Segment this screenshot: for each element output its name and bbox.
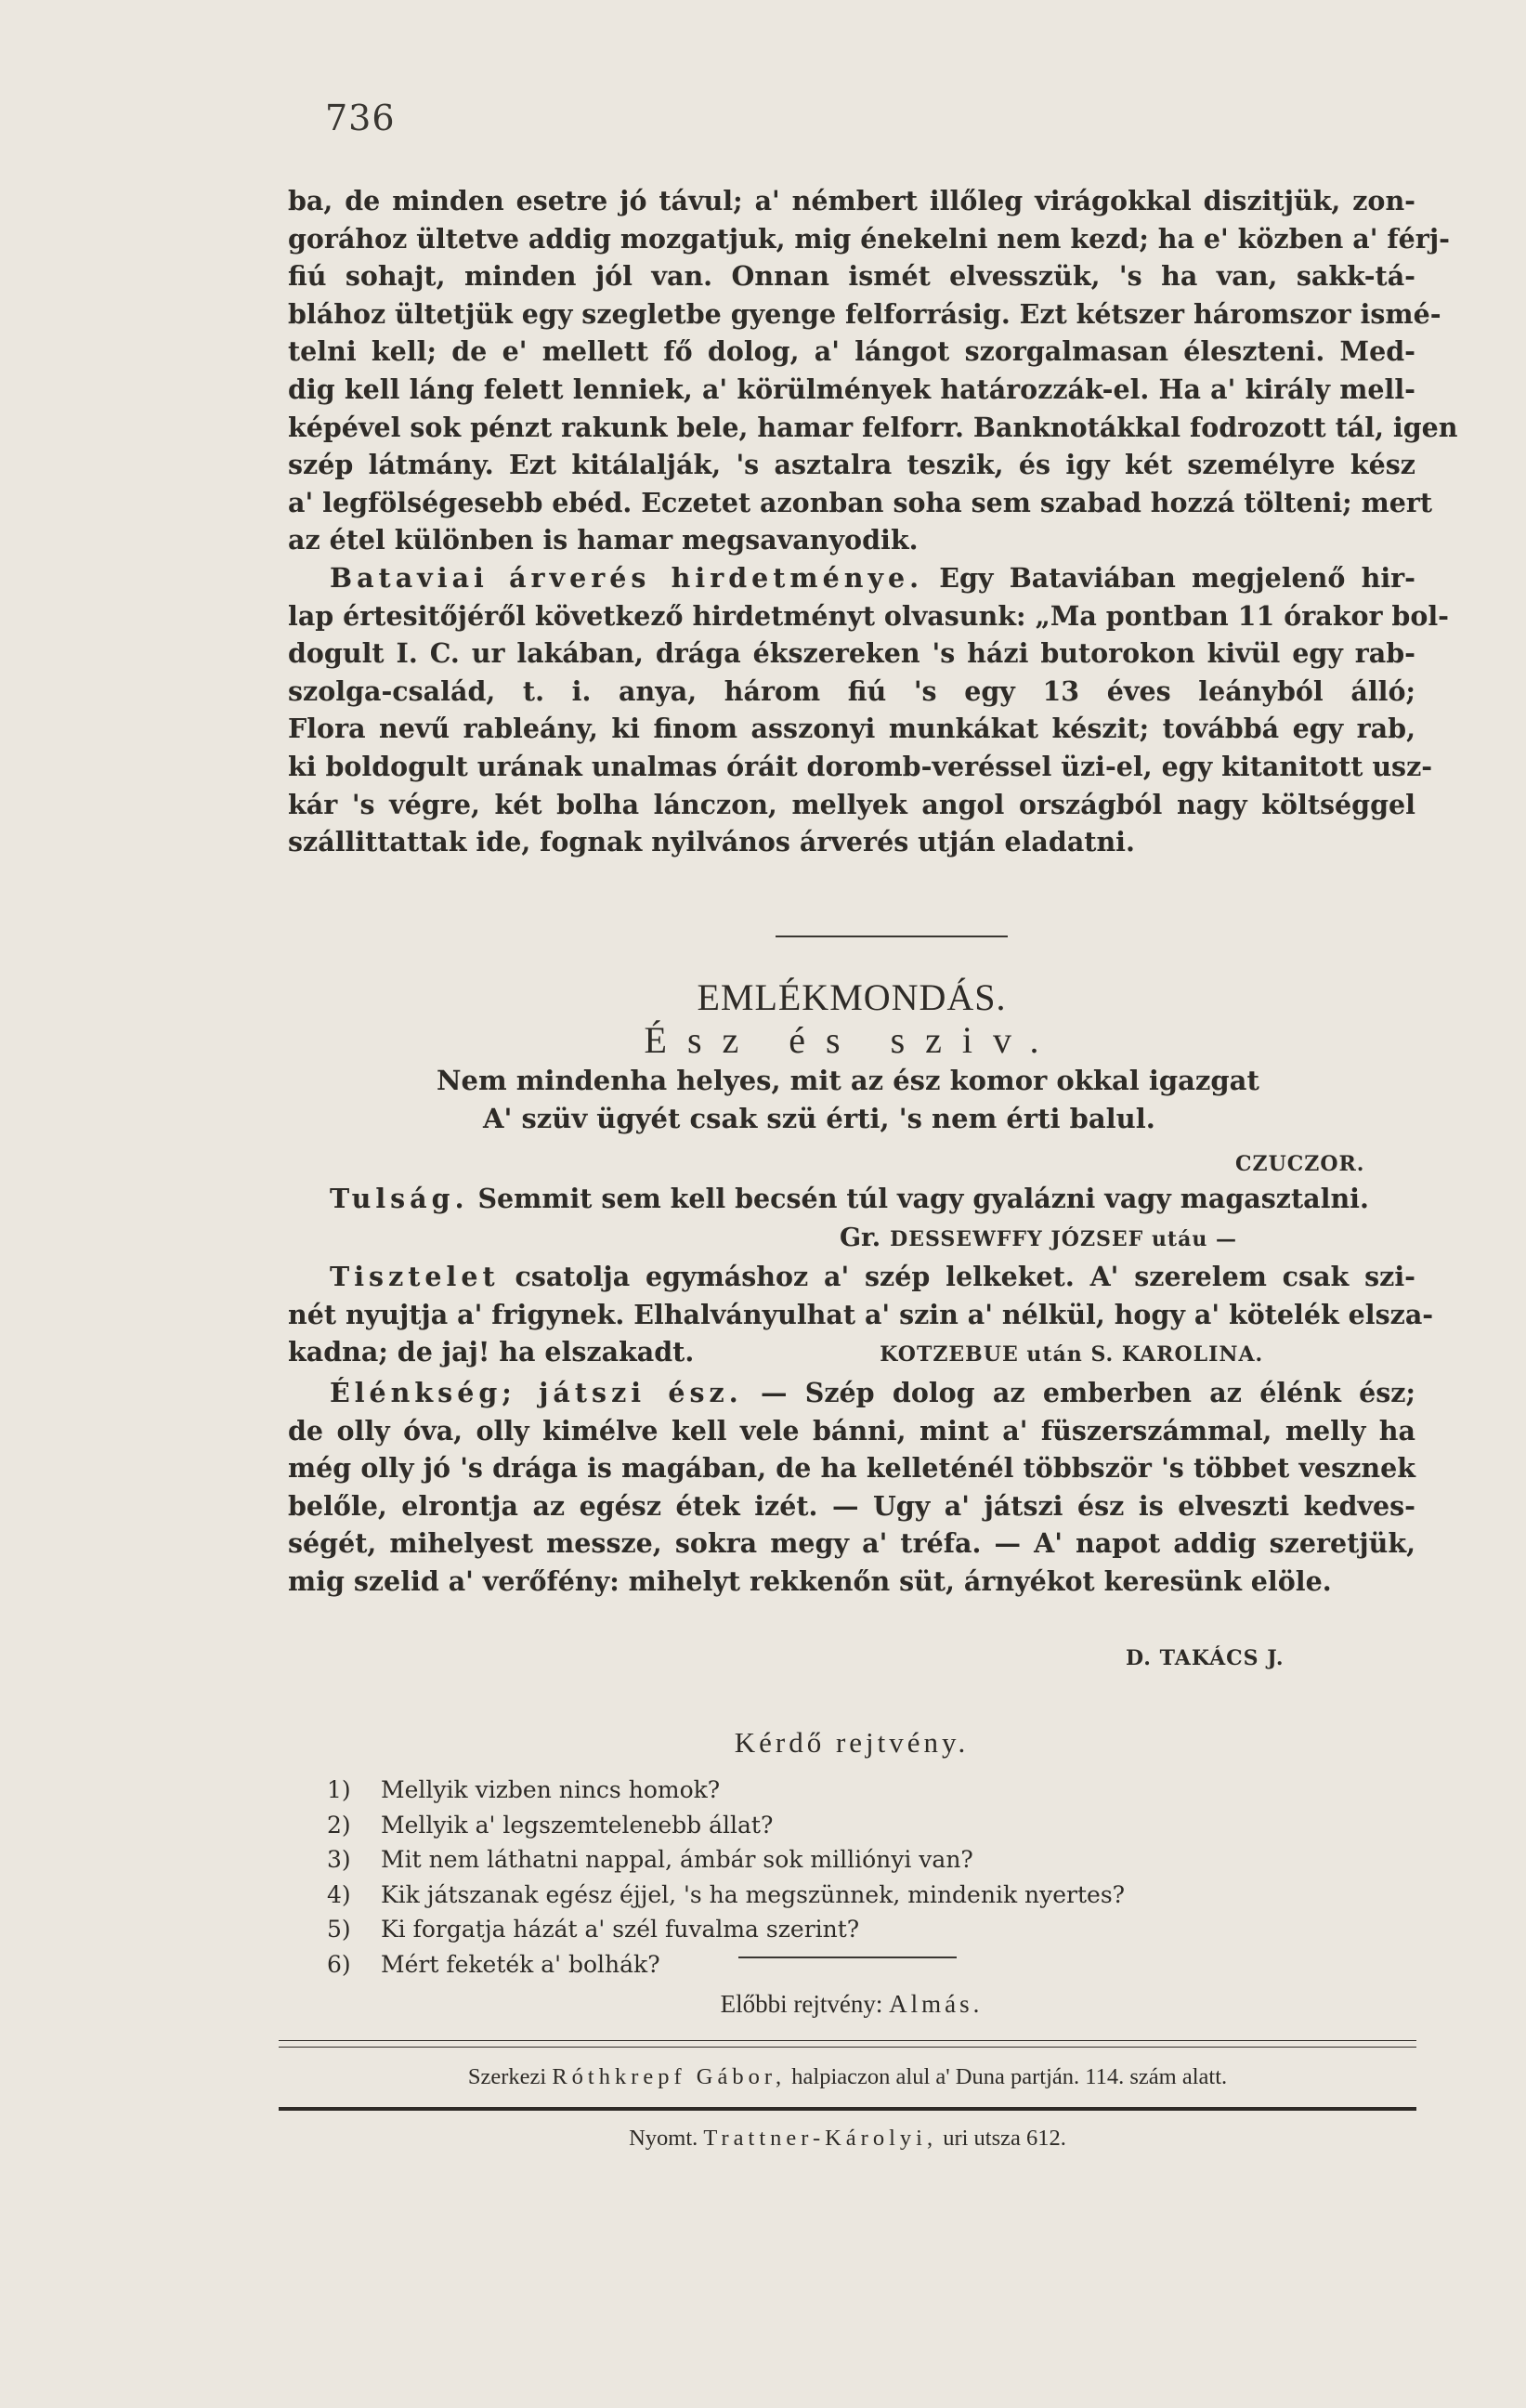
text-line xyxy=(288,559,1415,597)
riddle-heading: Kérdő rejtvény. xyxy=(734,1726,970,1759)
text-line-segment: — Szép dolog az emberben az élénk ész; xyxy=(760,1376,1416,1408)
list-item xyxy=(327,1773,1125,1808)
footer-rule-top xyxy=(279,2047,1416,2048)
text-line: belőle, elrontja az egész étek izét. — Ugy a' játszi ész is elveszti kedves- xyxy=(288,1489,1415,1522)
text-line-segment: kadna; de jaj! ha elszakadt. xyxy=(288,1336,695,1368)
text-line: szolga-család, t. i. anya, három fiú 's egy 13 éves leányból álló; xyxy=(288,674,1415,707)
editor-prefix: Szerkezi xyxy=(467,2064,547,2089)
text-line: mig szelid a' verőfény: mihelyt rekkenőn süt, árnyékot keresünk elöle. xyxy=(288,1564,1332,1597)
text-line: Flora nevű rableány, ki finom asszonyi munkákat készit; továbbá egy rab, xyxy=(288,713,1415,745)
text-line: ségét, mihelyest messze, sokra megy a' tréfa. — A' napot addig szeretjük, xyxy=(288,1527,1415,1560)
printer-name: Trattner-Károlyi, xyxy=(703,2126,938,2151)
section-title-batavia: Bataviai árverés hirdetménye. xyxy=(330,561,924,594)
aphorism-title-tulsag: Tulság. xyxy=(330,1183,469,1214)
riddle-number: 1) xyxy=(327,1776,351,1803)
text-line: blához ültetjük egy szegletbe gyenge felforrásig. Ezt kétszer háromszor ismé- xyxy=(288,297,1441,330)
riddle-text: Ki forgatja házát a' szél fuvalma szerint? xyxy=(381,1916,860,1943)
text-line xyxy=(288,1333,1415,1374)
riddle-text: Mért feketék a' bolhák? xyxy=(381,1950,660,1978)
riddle-list xyxy=(327,1773,1125,1982)
text-line: ki boldogult urának unalmas óráit doromb-veréssel üzi-el, egy kitanitott usz- xyxy=(288,750,1433,782)
author-name: DESSEWFFY JÓZSEF utáu — xyxy=(890,1226,1238,1251)
author-name: KOTZEBUE után S. KAROLINA. xyxy=(880,1342,1264,1368)
text-line: dig kell láng felett lenniek, a' körülmények határozzák-el. Ha a' király mell- xyxy=(288,373,1415,405)
riddle-text: Mellyik a' legszemtelenebb állat? xyxy=(381,1811,774,1839)
text-line: kár 's végre, két bolha lánczon, mellyek angol országból nagy költséggel xyxy=(288,788,1415,820)
riddle-number: 2) xyxy=(327,1811,351,1839)
esz-es-sziv-heading: Ész és sziv. xyxy=(644,1019,1060,1061)
printer-line xyxy=(279,2126,1416,2152)
text-line: szép látmány. Ezt kitálalják, 's asztalra teszik, és igy két személyre kész xyxy=(288,449,1415,481)
list-item xyxy=(327,1947,1125,1983)
text-line-segment: Egy Bataviában megjelenő hir- xyxy=(939,561,1415,594)
riddle-number: 4) xyxy=(327,1880,351,1908)
aphorism-author: D. TAKÁCS J. xyxy=(1126,1646,1285,1670)
previous-riddle-label: Előbbi rejtvény: xyxy=(720,1990,883,2018)
text-line: az étel különben is hamar megsavanyodik. xyxy=(288,524,919,556)
text-line: még olly jó 's drága is magában, de ha kelleténél többször 's többet vesznek xyxy=(288,1452,1415,1485)
riddle-number: 5) xyxy=(327,1916,351,1943)
text-line xyxy=(288,1180,1415,1218)
riddle-text: Mit nem láthatni nappal, ámbár sok milliónyi van? xyxy=(381,1846,973,1873)
footer-rule-bottom xyxy=(279,2107,1416,2111)
riddle-text: Kik játszanak egész éjjel, 's ha megszünnek, mindenik nyertes? xyxy=(381,1880,1126,1908)
page-number: 736 xyxy=(325,98,396,138)
printer-address: uri utsza 612. xyxy=(943,2126,1066,2151)
list-item xyxy=(327,1808,1125,1843)
text-line: szállittattak ide, fognak nyilvános árverés utján eladatni. xyxy=(288,826,1135,858)
footer-rule-top xyxy=(279,2040,1416,2041)
aphorism-title-elenkseg: Élénkség; játszi ész. xyxy=(330,1376,743,1408)
text-line: a' legfölségesebb ebéd. Eczetet azonban soha sem szabad hozzá tölteni; mert xyxy=(288,486,1433,518)
printer-prefix: Nyomt. xyxy=(629,2126,698,2151)
author-prefix: Gr. xyxy=(840,1223,881,1252)
previous-riddle-solution: Almás. xyxy=(889,1990,984,2018)
editor-line xyxy=(279,2064,1416,2090)
text-line-segment: csatolja egymáshoz a' szép lelkeket. A' szerelem csak szi- xyxy=(515,1261,1415,1293)
text-line: de olly óva, olly kimélve kell vele bánni, mint a' füszerszámmal, melly ha xyxy=(288,1414,1415,1446)
text-line: nét nyujtja a' frigynek. Elhalványulhat a' szin a' nélkül, hogy a' kötelék elsza- xyxy=(288,1298,1434,1330)
riddle-text: Mellyik vizben nincs homok? xyxy=(381,1776,721,1803)
list-item xyxy=(327,1842,1125,1878)
verse-line: A' szüv ügyét csak szü érti, 's nem érti balul. xyxy=(483,1103,1155,1134)
aphorisms xyxy=(288,1180,1434,1601)
text-line xyxy=(288,1218,1415,1259)
aphorism-title-tisztelet: Tisztelet xyxy=(330,1261,500,1293)
section-divider xyxy=(776,936,1008,937)
verse-line: Nem mindenha helyes, mit az ész komor okkal igazgat xyxy=(437,1065,1259,1096)
list-item xyxy=(327,1878,1125,1913)
text-line-segment: Semmit sem kell becsén túl vagy gyalázni vagy magasztalni. xyxy=(477,1183,1369,1214)
text-line: ba, de minden esetre jó távul; a' némbert illőleg virágokkal diszitjük, zon- xyxy=(288,185,1415,216)
text-line xyxy=(288,1374,1415,1412)
riddle-number: 3) xyxy=(327,1846,351,1873)
text-line: dogult I. C. ur lakában, drága ékszereken 's házi butorokon kivül egy rab- xyxy=(288,637,1415,670)
text-line: telni kell; de e' mellett fő dolog, a' lángot szorgalmasan éleszteni. Med- xyxy=(288,335,1415,368)
section-divider xyxy=(738,1956,957,1958)
editor-address: halpiaczon alul a' Duna partján. 114. szám alatt. xyxy=(791,2064,1228,2089)
list-item xyxy=(327,1912,1125,1947)
text-line: lap értesitőjéről következő hirdetményt olvasunk: „Ma pontban 11 órakor bol- xyxy=(288,599,1449,632)
text-line: fiú sohajt, minden jól van. Onnan ismét elvesszük, 's ha van, sakk-tá- xyxy=(288,260,1415,293)
riddle-number: 6) xyxy=(327,1950,351,1978)
previous-riddle-answer xyxy=(288,1990,1415,2019)
text-line: képével sok pénzt rakunk bele, hamar felforr. Banknotákkal fodrozott tál, igen xyxy=(288,411,1458,443)
text-line: gorához ültetve addig mozgatjuk, mig énekelni nem kezd; ha e' közben a' férj- xyxy=(288,222,1450,255)
verse-author: CZUCZOR. xyxy=(1235,1152,1365,1176)
editor-name: Róthkrepf Gábor, xyxy=(552,2064,787,2089)
body-text xyxy=(288,182,1458,861)
emlekmondas-heading: EMLÉKMONDÁS. xyxy=(697,976,1007,1018)
text-line xyxy=(288,1258,1415,1296)
